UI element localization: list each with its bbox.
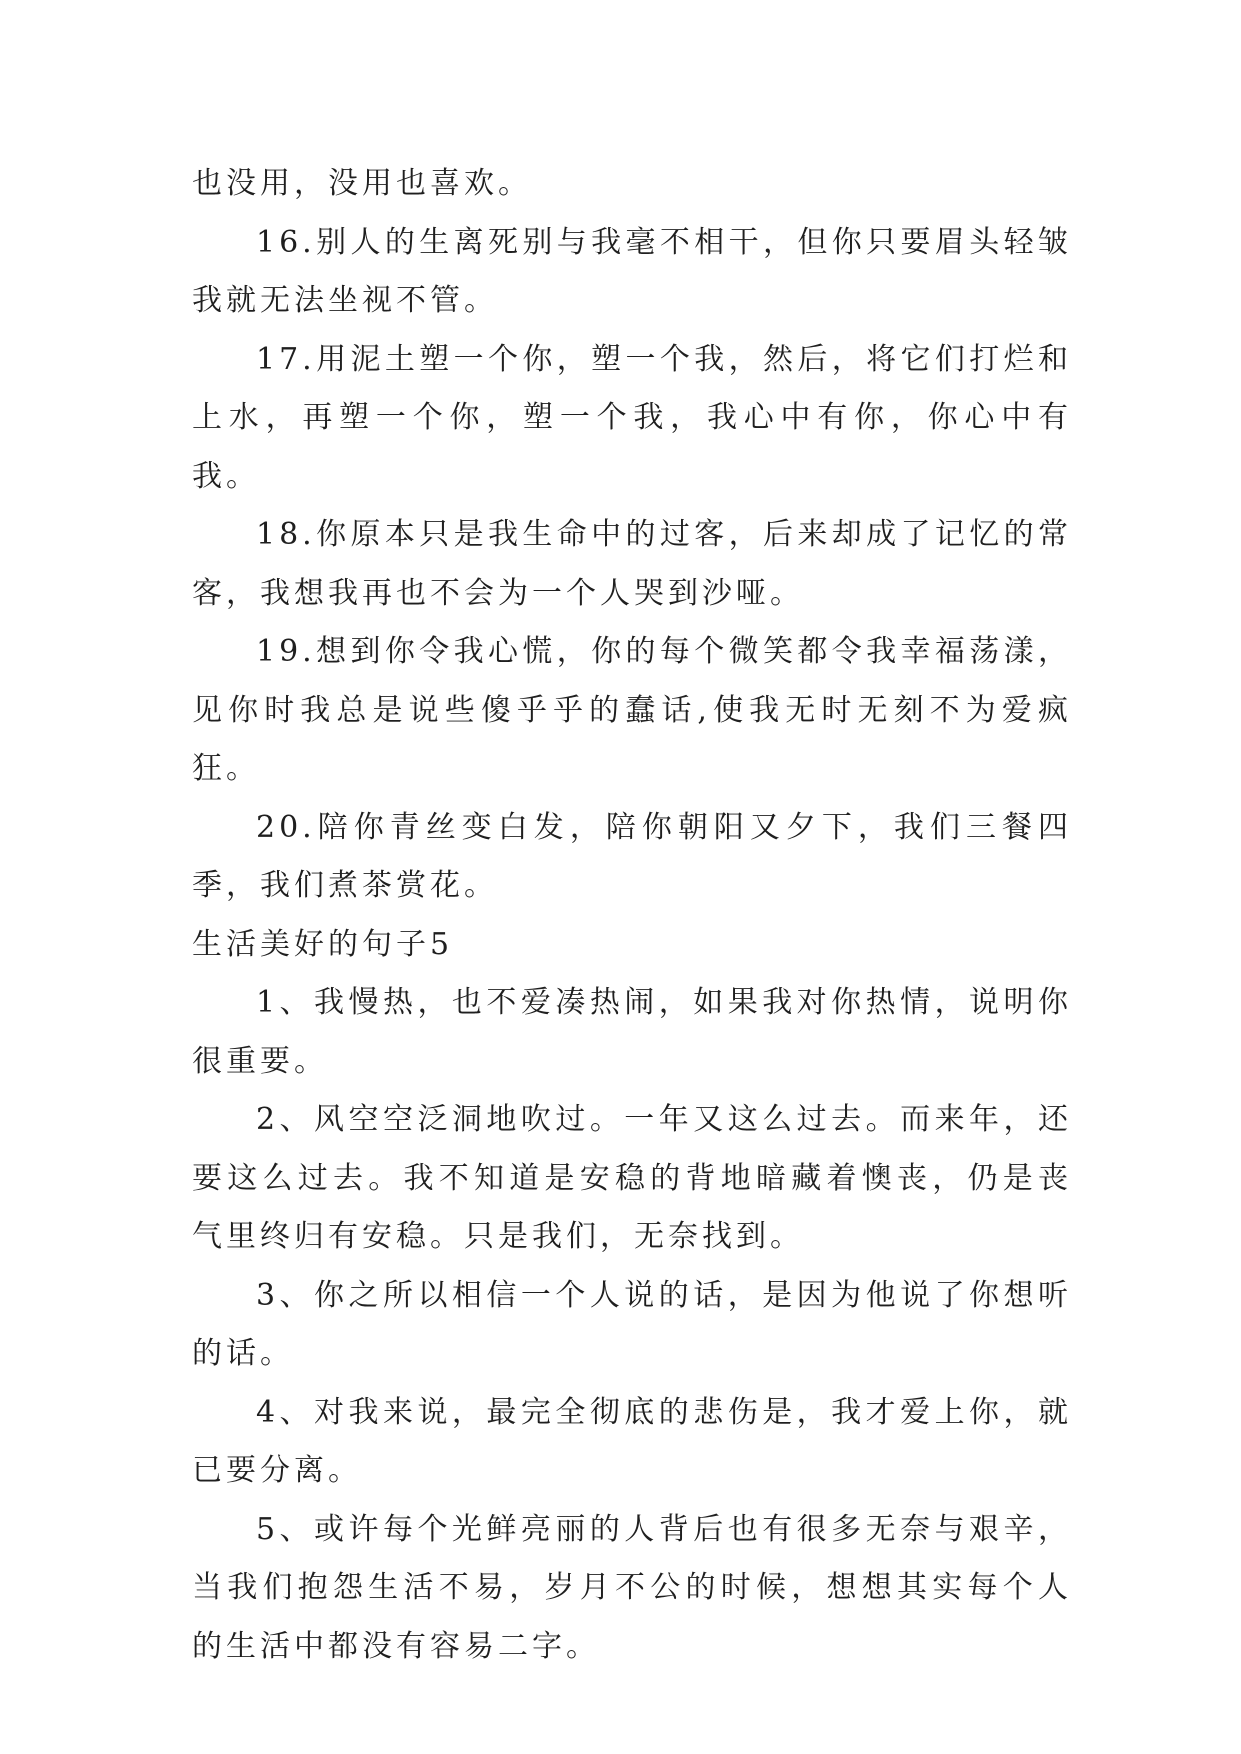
- paragraph-item-18: 18.你原本只是我生命中的过客，后来却成了记忆的常客，我想我再也不会为一个人哭到沙哑。: [192, 517, 1072, 611]
- paragraph-item-4: 4、对我来说，最完全彻底的悲伤是，我才爱上你，就已要分离。: [192, 1394, 1072, 1488]
- paragraph-item-3: 3、你之所以相信一个人说的话，是因为他说了你想听的话。: [192, 1277, 1072, 1371]
- paragraph-continuation: 也没用，没用也喜欢。: [192, 166, 532, 201]
- paragraph-item-16: 16.别人的生离死别与我毫不相干，但你只要眉头轻皱我就无法坐视不管。: [192, 224, 1072, 318]
- paragraph-item-19: 19.想到你令我心慌，你的每个微笑都令我幸福荡漾，见你时我总是说些傻乎乎的蠢话,使我无时无刻不为爱疯狂。: [192, 634, 1072, 786]
- section-heading: 生活美好的句子5: [192, 926, 454, 962]
- paragraph-item-2: 2、风空空泛洞地吹过。一年又这么过去。而来年，还要这么过去。我不知道是安稳的背地暗藏着懊丧，仍是丧气里终归有安稳。只是我们，无奈找到。: [192, 1102, 1072, 1254]
- paragraph-item-1: 1、我慢热，也不爱凑热闹，如果我对你热情，说明你很重要。: [192, 985, 1072, 1079]
- paragraph-item-17: 17.用泥土塑一个你，塑一个我，然后，将它们打烂和上水，再塑一个你，塑一个我，我心中有你，你心中有我。: [192, 341, 1072, 494]
- paragraph-item-5: 5、或许每个光鲜亮丽的人背后也有很多无奈与艰辛，当我们抱怨生活不易，岁月不公的时候，想想其实每个人的生活中都没有容易二字。: [192, 1511, 1072, 1664]
- paragraph-item-20: 20.陪你青丝变白发，陪你朝阳又夕下，我们三餐四季，我们煮茶赏花。: [192, 809, 1072, 903]
- document-body: [192, 155, 1072, 1676]
